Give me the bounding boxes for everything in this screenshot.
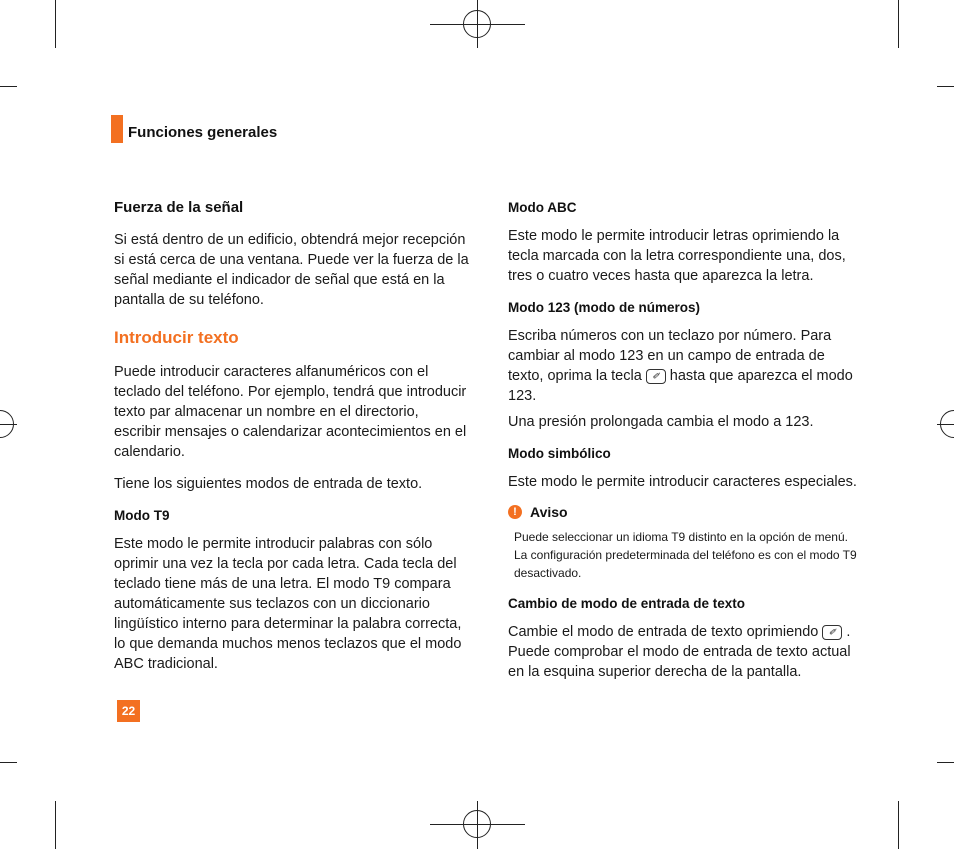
crop-mark: [898, 0, 899, 48]
heading-abc: Modo ABC: [508, 200, 577, 215]
right-column: [508, 198, 860, 688]
paragraph-change-mode: Cambie el modo de entrada de texto oprimiendo ✐ . Puede comprobar el modo de entrada de texto actual en la esquina superior derecha de la pantalla.: [508, 624, 851, 680]
notice-title: Aviso: [530, 504, 568, 520]
left-column: [114, 198, 469, 680]
paragraph-modes: Tiene los siguientes modos de entrada de texto.: [114, 476, 423, 492]
crop-mark: [937, 762, 954, 763]
paragraph-signal: Si está dentro de un edificio, obtendrá mejor recepción si está cerca de una ventana. Puede ver la fuerza de la señal mediante el indicador de señal que está en la pantalla de su teléfono.: [114, 232, 469, 308]
paragraph-enter-text: Puede introducir caracteres alfanuméricos con el teclado del teléfono. Por ejemplo, tendrá que introducir texto par almacenar un nombre en el directorio, escribir mensajes o calendarizar acontecimientos en el calendario.: [114, 364, 467, 460]
paragraph-123-long-press: Una presión prolongada cambia el modo a 123.: [508, 414, 814, 430]
heading-t9: Modo T9: [114, 508, 170, 523]
crop-mark: [55, 0, 56, 48]
crop-mark: [898, 801, 899, 849]
heading-symbolic: Modo simbólico: [508, 446, 611, 461]
section-title: Funciones generales: [128, 124, 278, 141]
heading-change-mode: Cambio de modo de entrada de texto: [508, 596, 746, 611]
crop-mark: [937, 86, 954, 87]
paragraph-symbolic: Este modo le permite introducir caracteres especiales.: [508, 474, 857, 490]
page-number: 22: [117, 700, 140, 722]
paragraph-abc: Este modo le permite introducir letras oprimiendo la tecla marcada con la letra correspondiente una, dos, tres o cuatro veces hasta que aparezca la letra.: [508, 228, 846, 284]
crop-mark: [55, 801, 56, 849]
crop-mark: [0, 86, 17, 87]
section-tab-marker: [111, 115, 123, 143]
exclamation-icon: !: [508, 505, 522, 519]
paragraph-123: Escriba números con un teclazo por número. Para cambiar al modo 123 en un campo de entrada de texto, oprima la tecla ✐ hasta que aparezca el modo 123.: [508, 328, 853, 404]
heading-signal-strength: Fuerza de la señal: [114, 199, 244, 216]
heading-123: Modo 123 (modo de números): [508, 300, 701, 315]
paragraph-t9: Este modo le permite introducir palabras con sólo oprimir una vez la tecla por cada letra. Cada tecla del teclado tiene más de una letra. El modo T9 compara automáticamente sus teclazos con un diccionario lingüístico interno para determinar la palabra correcta, lo que demanda muchos menos teclazos que el modo ABC tradicional.: [114, 536, 462, 672]
mode-key-icon: ✐: [822, 625, 842, 640]
notice-box: [508, 502, 860, 582]
crop-mark: [0, 762, 17, 763]
mode-key-icon: ✐: [646, 369, 666, 384]
notice-text: Puede seleccionar un idioma T9 distinto en la opción de menú. La configuración predeterminada del teléfono es con el modo T9 desactivado.: [514, 530, 857, 580]
heading-enter-text: Introducir texto: [114, 328, 239, 347]
